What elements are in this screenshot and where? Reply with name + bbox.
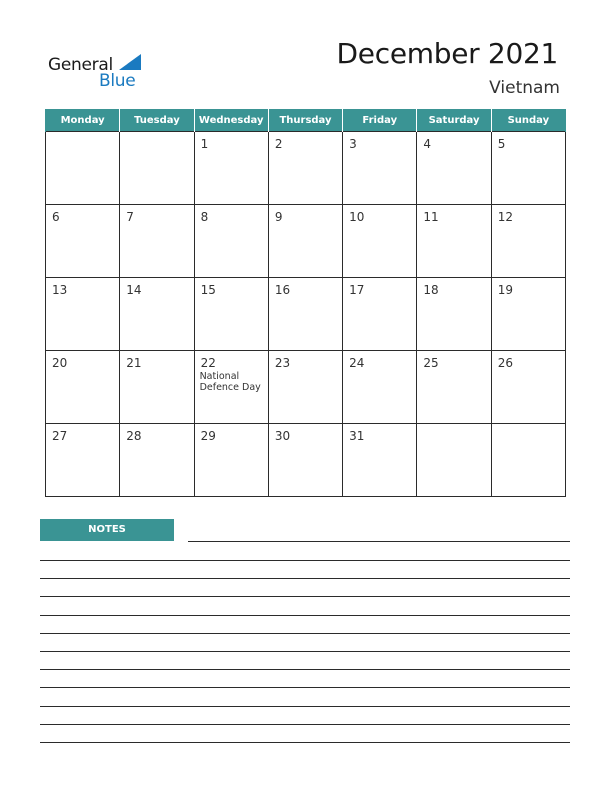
calendar-day-cell — [46, 132, 120, 205]
calendar-week-row — [46, 424, 566, 497]
day-number: 26 — [497, 356, 513, 370]
day-number: 7 — [126, 210, 134, 224]
weekday-header: Thursday — [268, 109, 342, 132]
day-number: 31 — [349, 429, 365, 443]
calendar-day-cell — [343, 278, 417, 351]
notes-label: NOTES — [40, 519, 174, 541]
month-title: December 2021 — [336, 37, 558, 70]
day-number: 24 — [349, 356, 365, 370]
calendar-day-cell — [417, 132, 491, 205]
calendar-day-cell — [491, 205, 565, 278]
notes-line — [40, 687, 570, 688]
day-number: 23 — [274, 356, 291, 370]
day-number: 10 — [349, 210, 365, 224]
calendar-day-cell — [120, 278, 194, 351]
notes-line — [40, 560, 570, 561]
calendar-day-cell — [491, 278, 565, 351]
day-number: 5 — [497, 137, 506, 151]
notes-line — [40, 706, 570, 707]
calendar-day-cell — [194, 351, 268, 424]
day-number: 28 — [126, 429, 142, 443]
calendar-day-cell — [417, 278, 491, 351]
notes-line — [40, 633, 570, 634]
calendar-week-row — [46, 132, 566, 205]
calendar-week-row — [46, 278, 566, 351]
day-number: 20 — [52, 356, 68, 370]
country-name: Vietnam — [489, 78, 560, 98]
weekday-header: Friday — [343, 109, 417, 132]
calendar-day-cell — [194, 424, 268, 497]
day-number: 13 — [52, 283, 68, 297]
calendar-day-cell — [417, 424, 491, 497]
notes-line — [40, 578, 570, 579]
calendar-grid — [45, 109, 566, 497]
calendar-day-cell — [120, 351, 194, 424]
day-number: 12 — [497, 210, 513, 224]
day-number: 11 — [423, 210, 439, 224]
notes-line — [188, 541, 570, 542]
calendar-day-cell — [268, 132, 342, 205]
calendar-day-cell — [120, 205, 194, 278]
weekday-header: Tuesday — [120, 109, 194, 132]
notes-line — [40, 615, 570, 616]
calendar-day-cell — [46, 278, 120, 351]
day-number: 21 — [126, 356, 142, 370]
calendar-day-cell — [46, 424, 120, 497]
calendar-day-cell — [268, 205, 342, 278]
notes-line — [40, 724, 570, 725]
calendar-day-cell — [343, 424, 417, 497]
weekday-header: Saturday — [417, 109, 491, 132]
notes-line — [40, 669, 570, 670]
day-number: 25 — [423, 356, 439, 370]
day-number: 18 — [423, 283, 439, 297]
logo — [48, 50, 158, 92]
calendar-day-cell — [343, 132, 417, 205]
calendar-day-cell — [491, 424, 565, 497]
day-number: 17 — [349, 283, 365, 297]
calendar-day-cell — [417, 351, 491, 424]
day-number: 4 — [423, 137, 432, 151]
calendar-day-cell — [417, 205, 491, 278]
calendar-day-cell — [120, 424, 194, 497]
logo-blue-text: Blue — [99, 71, 136, 91]
calendar-day-cell — [194, 278, 268, 351]
calendar-day-cell — [343, 351, 417, 424]
weekday-header: Sunday — [491, 109, 565, 132]
calendar-day-cell — [268, 278, 342, 351]
logo-triangle-icon — [119, 54, 141, 70]
day-number: 2 — [274, 137, 283, 151]
notes-line — [40, 742, 570, 743]
calendar-day-cell — [491, 351, 565, 424]
holiday-event: National Defence Day — [199, 371, 261, 393]
calendar-day-cell — [194, 132, 268, 205]
calendar-day-cell — [343, 205, 417, 278]
day-number: 19 — [497, 283, 513, 297]
calendar-day-cell — [491, 132, 565, 205]
day-number: 14 — [126, 283, 142, 297]
day-number: 6 — [52, 210, 60, 224]
calendar-day-cell — [46, 351, 120, 424]
day-number: 29 — [200, 429, 216, 443]
day-number: 15 — [200, 283, 216, 297]
day-number: 16 — [274, 283, 291, 297]
calendar-day-cell — [46, 205, 120, 278]
day-number: 3 — [349, 137, 357, 151]
calendar-week-row — [46, 351, 566, 424]
calendar-day-cell — [120, 132, 194, 205]
day-number: 30 — [274, 429, 291, 443]
day-number: 27 — [52, 429, 68, 443]
day-number: 1 — [200, 137, 209, 151]
calendar-day-cell — [194, 205, 268, 278]
day-number: 9 — [274, 210, 283, 224]
notes-line — [40, 596, 570, 597]
day-number: 8 — [200, 210, 209, 224]
calendar-day-cell — [268, 424, 342, 497]
logo-general-text: General — [48, 55, 113, 75]
weekday-header-row — [46, 109, 566, 132]
weekday-header: Monday — [46, 109, 120, 132]
calendar-day-cell — [268, 351, 342, 424]
weekday-header: Wednesday — [194, 109, 268, 132]
calendar-week-row — [46, 205, 566, 278]
notes-line — [40, 651, 570, 652]
day-number: 22 — [200, 356, 216, 370]
